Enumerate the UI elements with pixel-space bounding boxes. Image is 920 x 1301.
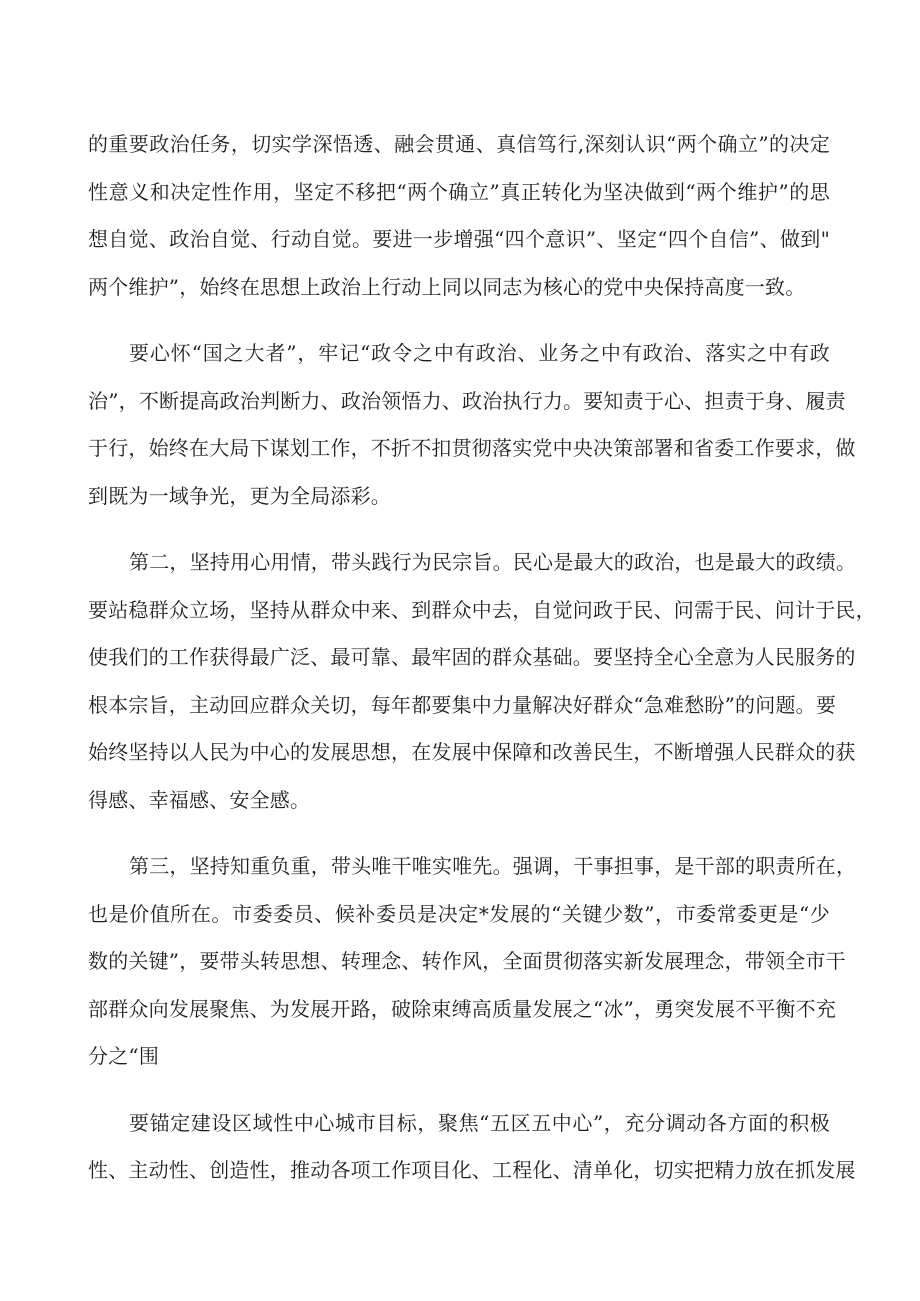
text-line: 要心怀“国之大者”，牢记“政令之中有政治、业务之中有政治、落实之中有政 <box>129 341 830 365</box>
text-line: 根本宗旨，主动回应群众关切，每年都要集中力量解决好群众“急难愁盼”的问题。要 <box>88 692 837 717</box>
text-line: 第二，坚持用心用情，带头践行为民宗旨。民心是最大的政治，也是最大的政绩。 <box>129 550 857 574</box>
text-line: 得感、幸福感、安全感。 <box>88 787 311 812</box>
text-line: 使我们的工作获得最广泛、最可靠、最牢固的群众基础。要坚持全心全意为人民服务的 <box>88 645 856 669</box>
text-line: 两个维护”，始终在思想上政治上行动上同以同志为核心的党中央保持高度一致。 <box>88 274 806 299</box>
paragraph-1 <box>88 121 830 311</box>
text-line: 的重要政治任务，切实学深悟透、融会贯通、真信笃行,深刻认识“两个确立”的决定 <box>88 132 830 156</box>
text-line: 性、主动性、创造性，推动各项工作项目化、工程化、清单化，切实把精力放在抓发展 <box>88 1158 856 1182</box>
text-line: 第三，坚持知重负重，带头唯干唯实唯先。强调，干事担事，是干部的职责所在， <box>129 854 857 878</box>
paragraph-4 <box>88 843 857 1081</box>
text-line: 要站稳群众立场，坚持从群众中来、到群众中去，自觉问政于民、问需于民、问计于民， <box>88 597 876 622</box>
text-line: 数的关键”，要带头转思想、转理念、转作风，全面贯彻落实新发展理念，带领全市干 <box>88 949 846 973</box>
text-line: 于行，始终在大局下谋划工作，不折不扣贯彻落实党中央决策部署和省委工作要求，做 <box>88 436 856 460</box>
paragraph-5 <box>88 1100 856 1195</box>
document-page <box>88 121 876 1214</box>
text-line: 始终坚持以人民为中心的发展思想，在发展中保障和改善民生，不断增强人民群众的获 <box>88 740 856 764</box>
paragraph-3 <box>88 539 876 824</box>
text-line: 要锚定建设区域性中心城市目标，聚焦“五区五中心”，充分调动各方面的积极 <box>129 1110 830 1135</box>
text-line: 分之“围 <box>88 1044 160 1068</box>
text-line: 也是价值所在。市委委员、候补委员是决定*发展的“关键少数”，市委常委更是“少 <box>88 901 830 926</box>
text-line: 部群众向发展聚焦、为发展开路，破除束缚高质量发展之“冰”，勇突发展不平衡不充 <box>88 996 837 1021</box>
text-line: 性意义和决定性作用，坚定不移把“两个确立”真正转化为坚决做到“两个维护”的思 <box>88 179 830 204</box>
text-line: 想自觉、政治自觉、行动自觉。要进一步增强“四个意识”、坚定“四个自信”、做到" <box>88 227 830 251</box>
text-line: 到既为一域争光，更为全局添彩。 <box>88 483 391 508</box>
paragraph-2 <box>88 330 856 520</box>
text-line: 治”，不断提高政治判断力、政治领悟力、政治执行力。要知责于心、担责于身、履责 <box>88 388 846 413</box>
